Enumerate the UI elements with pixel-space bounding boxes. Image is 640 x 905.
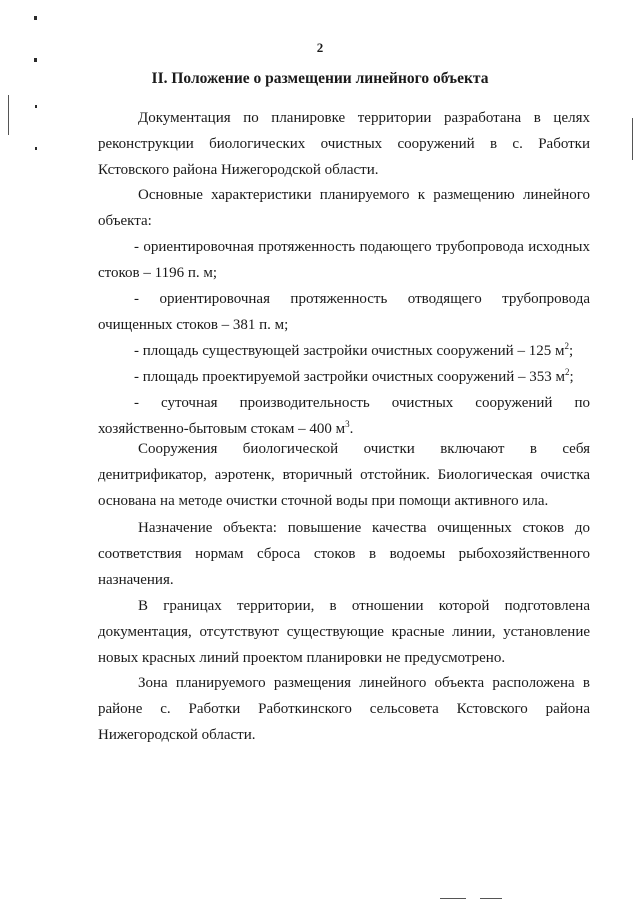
bullet-existing-area: [98, 338, 590, 364]
bullet-existing-area-text: - площадь существующей застройки очистных сооружений – 125 м: [134, 343, 565, 359]
scan-artifact-line: [440, 898, 466, 899]
bullet-daily-capacity: [98, 390, 590, 442]
bullet-daily-capacity-text: - суточная производительность очистных сооружений по хозяйственно-бытовым стокам – 400 м: [98, 395, 590, 437]
bullet-projected-area: [98, 364, 590, 390]
bullet-punct: ;: [569, 369, 574, 385]
bullet-projected-area-text: - площадь проектируемой застройки очистных сооружений – 353 м: [134, 369, 565, 385]
bullet-supply-pipeline-length: - ориентировочная протяженность подающего трубопровода исходных стоков – 1196 п. м;: [98, 239, 590, 281]
scan-artifact-line: [8, 95, 9, 135]
paragraph-red-lines: В границах территории, в отношении которой подготовлена документация, отсутствуют существующие красные линии, установление новых красных линий проектом планировки не предусмотрено.: [98, 598, 590, 666]
section-title: II. Положение о размещении линейного объекта: [151, 70, 489, 87]
superscript-cubic: 3: [345, 419, 350, 429]
superscript-square: 2: [565, 367, 570, 377]
scan-artifact-dot: [34, 16, 37, 20]
scan-artifact-line: [480, 898, 502, 899]
bullet-discharge-pipeline-length: - ориентировочная протяженность отводящего трубопровода очищенных стоков – 381 п. м;: [98, 291, 590, 333]
paragraph-documentation-purpose: Документация по планировке территории разработана в целях реконструкции биологических очистных сооружений в с. Работки Кстовского района Нижегородской области.: [98, 110, 590, 178]
paragraph-object-purpose: Назначение объекта: повышение качества очищенных стоков до соответствия нормам сброса стоков в водоемы рыбохозяйственного назначения.: [98, 520, 590, 588]
scan-artifact-line: [632, 118, 633, 160]
page-number: 2: [316, 40, 324, 55]
bullet-punct: ;: [568, 343, 574, 359]
paragraph-placement-zone: Зона планируемого размещения линейного объекта расположена в районе с. Работки Работкинского сельсовета Кстовского района Нижегородской области.: [98, 675, 590, 743]
scan-artifact-dot: [35, 147, 37, 150]
superscript-square: 2: [564, 341, 569, 351]
scan-artifact-dot: [35, 105, 37, 108]
scan-artifact-dot: [34, 58, 37, 62]
paragraph-biological-treatment: Сооружения биологической очистки включают в себя денитрификатор, аэротенк, вторичный отстойник. Биологическая очистка основана на методе очистки сточной воды при помощи активного ила.: [98, 441, 590, 509]
paragraph-main-characteristics: Основные характеристики планируемого к размещению линейного объекта:: [98, 187, 590, 229]
bullet-punct: .: [349, 421, 354, 437]
